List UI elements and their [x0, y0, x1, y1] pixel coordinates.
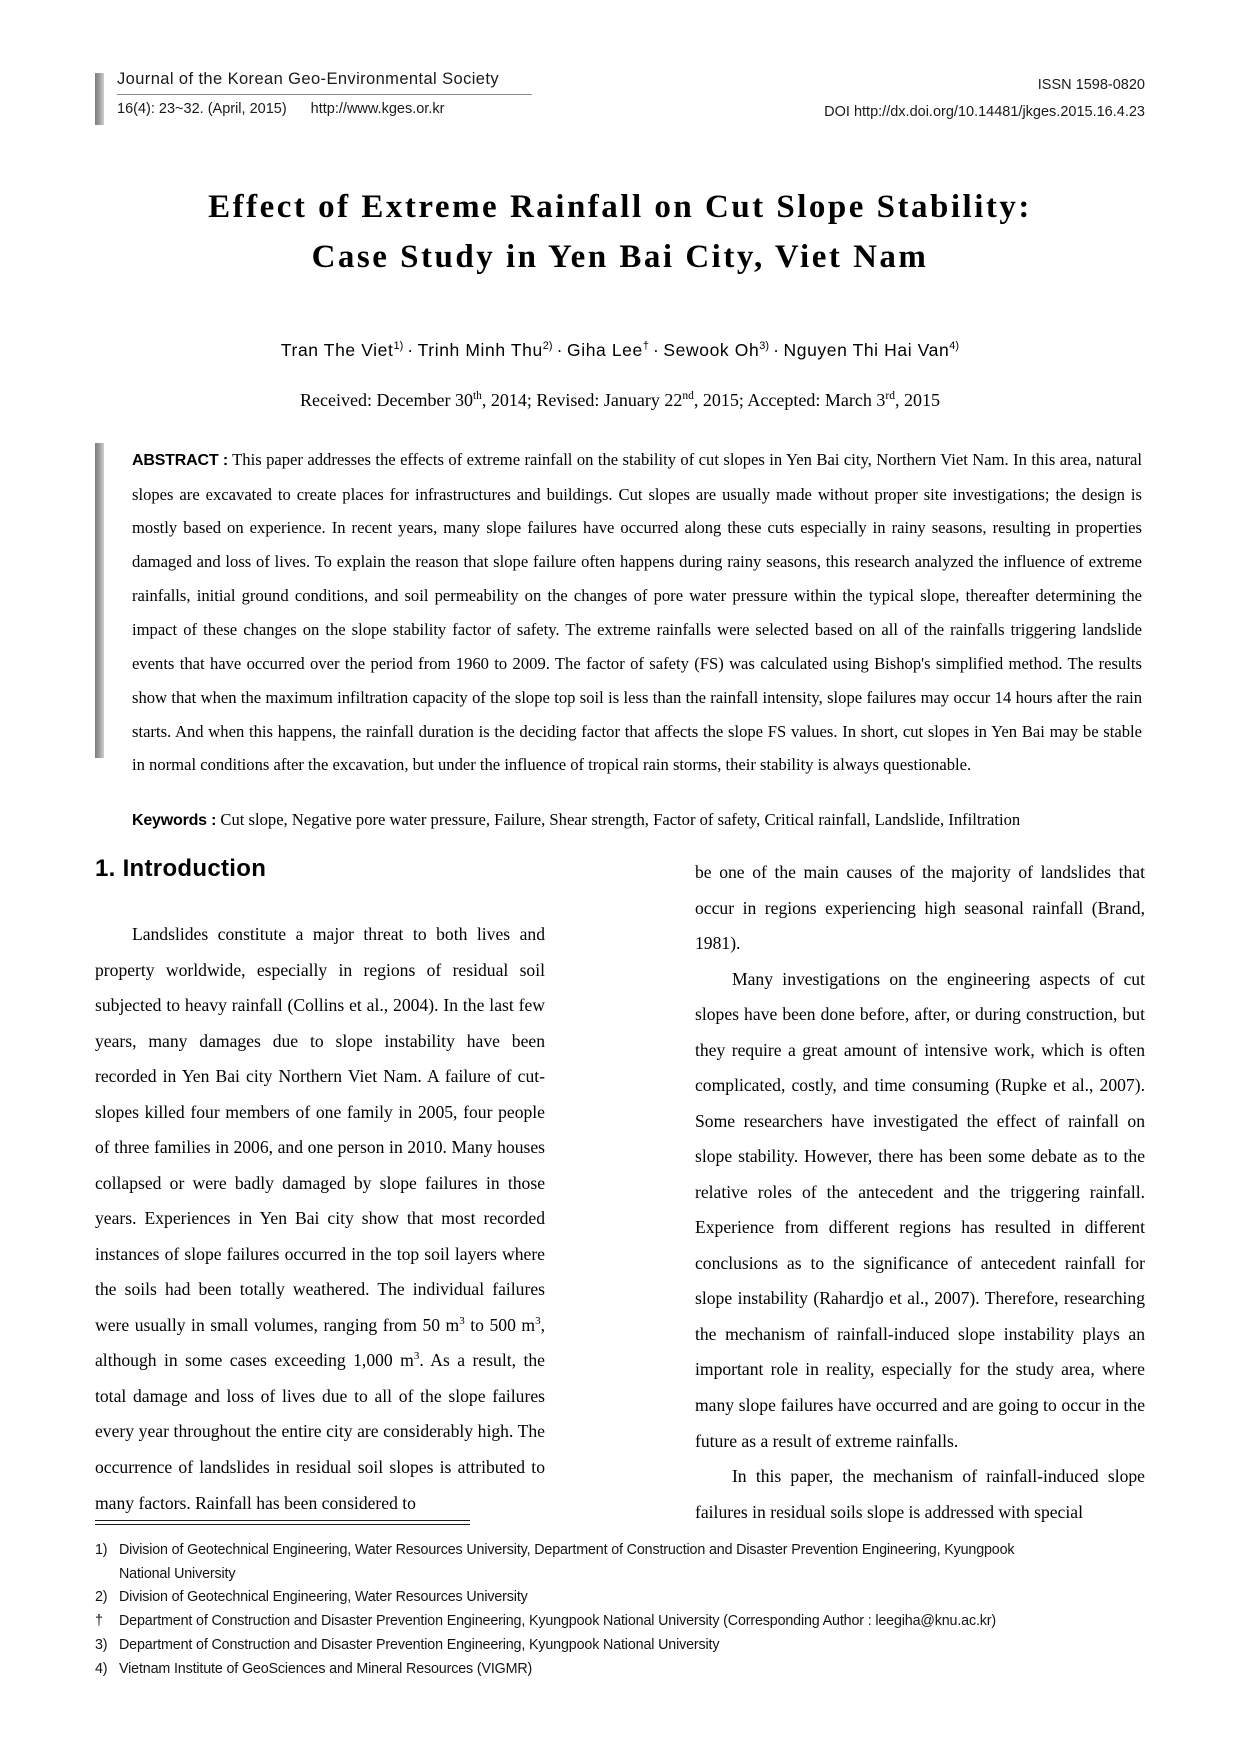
title-line-2: Case Study in Yen Bai City, Viet Nam	[311, 239, 929, 276]
author-affiliation-marker: †	[642, 340, 649, 353]
abstract-accent-bar	[95, 443, 104, 758]
footnote-text: Division of Geotechnical Engineering, Water Resources University	[119, 1588, 528, 1605]
journal-header	[95, 70, 1145, 130]
paragraph-intro-1	[95, 917, 545, 1521]
revised-date: , 2014; Revised: January 22	[481, 390, 683, 410]
accepted-date: , 2015; Accepted: March 3	[693, 390, 886, 410]
header-accent-bar	[95, 73, 104, 125]
paragraph-text: Landslides constitute a major threat to both lives and property worldwide, especially in regions of residual soil subjected to heavy rainfall (Collins et al., 2004). In the last few years, many damages due to slope instability have been recorded in Yen Bai city Northern Viet Nam. A failure of cut-slopes killed four members of one family in 2005, four people of three families in 2006, and one person in 2010. Many houses collapsed or were badly damaged by slope failures in those years. Experiences in Yen Bai city show that most recorded instances of slope failures occurred in the top soil layers where the soils had been totally weathered. The individual failures were usually in small volumes, ranging from 50 m	[95, 924, 545, 1335]
footnote-item	[95, 1634, 1145, 1657]
footnote-marker: 2)	[95, 1588, 108, 1605]
author-affiliation-marker: 1)	[393, 340, 404, 353]
footnote-item	[95, 1539, 1145, 1562]
author-list	[120, 340, 1120, 361]
author-name: Nguyen Thi Hai Van	[783, 340, 950, 360]
author-name: Tran The Viet	[280, 340, 394, 360]
journal-identifiers	[824, 72, 1145, 126]
footnote-text: Division of Geotechnical Engineering, Water Resources University, Department of Construction and Disaster Prevention Engineering, Kyungpook	[119, 1541, 1015, 1558]
author-item	[281, 340, 403, 360]
footnote-item-corresponding	[95, 1610, 1145, 1633]
footnote-marker: 4)	[95, 1661, 108, 1678]
paragraph-intro-1-continued: be one of the main causes of the majority of landslides that occur in regions experiencing high seasonal rainfall (Brand, 1981).	[695, 862, 1145, 954]
abstract-text: This paper addresses the effects of extreme rainfall on the stability of cut slopes in Yen Bai city, Northern Viet Nam. In this area, natural slopes are excavated to create places for infrastructures and buildings. Cut slopes are usually made without proper site investigations; the design is mostly based on experience. In recent years, many slope failures have occurred along these cuts especially in rainy seasons, resulting in properties damaged and loss of lives. To explain the reason that slope failure often happens during rainy seasons, this research analyzed the influence of extreme rainfalls, initial ground conditions, and soil permeability on the changes of pore water pressure within the typical slope, thereafter determining the impact of these changes on the slope stability factor of safety. The extreme rainfalls were selected based on all of the rainfalls triggering landslide events that have occurred over the period from 1960 to 2009. The factor of safety (FS) was calculated using Bishop's simplified method. The results show that when the maximum infiltration capacity of the slope top soil is less than the rainfall intensity, slope failures may occur 14 hours after the rain starts. And when this happens, the rainfall duration is the deciding factor that affects the slope FS values. In short, cut slopes in Yen Bai may be stable in normal conditions after the excavation, but under the influence of tropical rain storms, their stability is always questionable.	[132, 450, 1142, 775]
footnote-list	[95, 1539, 1145, 1682]
footnote-item	[95, 1658, 1145, 1681]
author-separator: ·	[652, 340, 660, 360]
author-separator: ·	[556, 340, 564, 360]
revised-ordinal: nd	[682, 390, 694, 402]
received-date: Received: December 30	[300, 390, 473, 410]
section-heading-introduction: 1. Introduction	[95, 855, 267, 882]
keywords-text: Cut slope, Negative pore water pressure, Failure, Shear strength, Factor of safety, Critical rainfall, Landslide, Infiltration	[220, 810, 1021, 830]
footnote-rule-bottom	[95, 1524, 470, 1525]
footnote-text: Department of Construction and Disaster Prevention Engineering, Kyungpook National University	[119, 1637, 720, 1654]
author-name: Sewook Oh	[663, 340, 760, 360]
footnote-text: Department of Construction and Disaster Prevention Engineering, Kyungpook National University (Corresponding Author : leegiha@knu.ac.kr)	[119, 1612, 997, 1629]
received-ordinal: th	[472, 390, 482, 402]
author-item	[567, 340, 649, 360]
unit-superscript: 3	[535, 1314, 541, 1327]
title-line-1: Effect of Extreme Rainfall on Cut Slope Stability:	[208, 189, 1032, 225]
journal-identity	[117, 70, 637, 117]
keywords-section	[132, 804, 1142, 836]
footnote-marker: 1)	[95, 1541, 108, 1558]
journal-url[interactable]: http://www.kges.or.kr	[310, 101, 445, 117]
paragraph-text: to 500 m	[464, 1314, 536, 1335]
column-left	[95, 855, 545, 1513]
accepted-ordinal: rd	[885, 390, 895, 402]
author-item	[663, 340, 769, 360]
journal-volume-info: 16(4): 23~32. (April, 2015)	[117, 101, 287, 117]
paragraph-text: . As a result, the total damage and loss of lives due to all of the slope failures every year throughout the entire city are considerably high. The occurrence of landslides in residual soil slopes is attributed to many factors. Rainfall has been considered to	[95, 1350, 545, 1513]
unit-superscript: 3	[413, 1350, 420, 1363]
page-title	[120, 182, 1120, 282]
footnote-item	[95, 1586, 1145, 1609]
paragraph-intro-2: Many investigations on the engineering aspects of cut slopes have been done before, after, or during construction, but they require a great amount of intensive work, which is often complicated, costly, and time consuming (Rupke et al., 2007). Some researchers have investigated the effect of rainfall on slope stability. However, there has been some debate as to the relative roles of the antecedent and the triggering rainfall. Experience from different regions has resulted in different conclusions as to the significance of antecedent rainfall for slope instability (Rahardjo et al., 2007). Therefore, researching the mechanism of rainfall-induced slope instability plays an important role in reality, especially for the study area, where many slope failures have occurred and are going to occur in the future as a result of extreme rainfalls.	[695, 968, 1145, 1451]
unit-superscript: 3	[459, 1314, 465, 1327]
journal-doi[interactable]: DOI http://dx.doi.org/10.14481/jkges.2015.16.4.23	[824, 103, 1145, 120]
footnote-continuation: National University	[119, 1565, 236, 1582]
journal-volume-line	[117, 95, 637, 117]
abstract-body	[132, 443, 1142, 837]
abstract-paragraph	[132, 443, 1142, 782]
author-separator: ·	[773, 340, 780, 360]
author-item	[418, 340, 553, 360]
keywords-paragraph	[132, 804, 1142, 836]
author-separator: ·	[407, 340, 414, 360]
footnotes-section	[95, 1520, 1145, 1682]
footnote-marker-dagger: †	[95, 1612, 103, 1629]
journal-issn: ISSN 1598-0820	[1037, 77, 1145, 93]
keywords-label: Keywords :	[132, 812, 217, 830]
journal-name: Journal of the Korean Geo-Environmental Society	[117, 70, 500, 88]
author-name: Trinh Minh Thu	[417, 340, 543, 360]
abstract-label: ABSTRACT :	[132, 452, 229, 469]
author-affiliation-marker: 3)	[759, 340, 770, 353]
body-columns	[95, 855, 1145, 1522]
author-name: Giha Lee	[567, 340, 643, 360]
publication-dates	[120, 390, 1120, 411]
paragraph-text: , although in some cases exceeding 1,000 m	[95, 1314, 545, 1371]
accepted-year: , 2015	[894, 390, 940, 410]
column-right	[695, 855, 1145, 1522]
footnote-marker: 3)	[95, 1637, 108, 1654]
author-affiliation-marker: 2)	[542, 340, 553, 353]
footnote-text: Vietnam Institute of GeoSciences and Mineral Resources (VIGMR)	[119, 1661, 533, 1678]
paragraph-intro-3: In this paper, the mechanism of rainfall-induced slope failures in residual soils slope is addressed with special	[695, 1466, 1145, 1522]
author-affiliation-marker: 4)	[949, 340, 960, 353]
author-item	[784, 340, 960, 360]
abstract-section	[95, 443, 1145, 837]
